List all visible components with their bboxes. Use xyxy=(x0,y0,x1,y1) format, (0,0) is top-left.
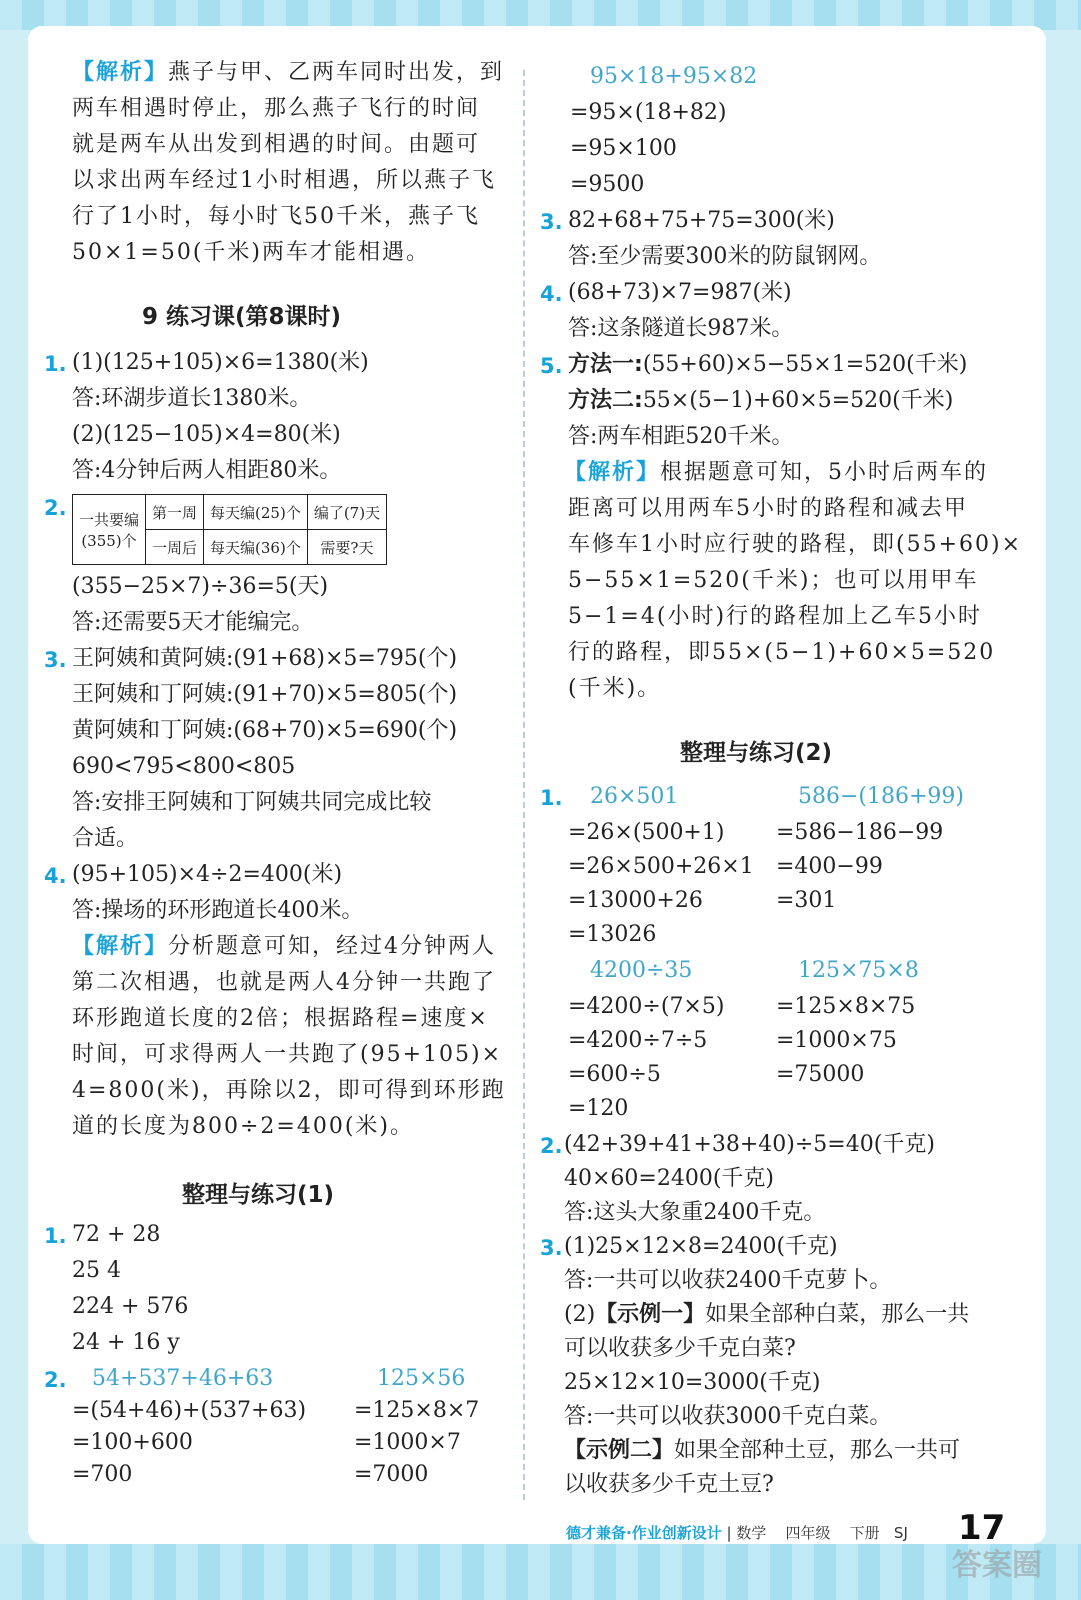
answer-line: 40×60=2400(千克) xyxy=(564,1166,775,1191)
calc-step: =13000+26 xyxy=(568,888,703,913)
calc-step: =9500 xyxy=(570,172,645,197)
question-number: 3. xyxy=(540,210,563,234)
table-cell: 每天编(25)个 xyxy=(204,495,308,530)
answer-line: 答:这头大象重2400千克。 xyxy=(564,1200,826,1225)
answer-line xyxy=(568,348,967,382)
analysis-3-line: 车修车1小时应行驶的路程，即(55+60)× xyxy=(568,532,1023,557)
answer-line: (95+105)×4÷2=400(米) xyxy=(72,862,343,887)
analysis-2-line: 时间，可求得两人一共跑了(95+105)× xyxy=(72,1042,503,1067)
question-number: 2. xyxy=(44,496,67,520)
calc-step: =75000 xyxy=(776,1062,865,1087)
example-text: 如果全部种白菜，那么一共 xyxy=(705,1302,970,1327)
answer-line: 72 + 28 xyxy=(72,1222,161,1247)
analysis-3-line: 行的路程，即55×(5−1)+60×5=520 xyxy=(568,640,996,665)
analysis-tag: 【解析】 xyxy=(72,934,169,959)
calc-step: =26×500+26×1 xyxy=(568,854,754,879)
calc-problem: 4200÷35 xyxy=(590,958,693,983)
calc-step: =95×(18+82) xyxy=(570,100,727,125)
calc-step: =125×8×7 xyxy=(354,1398,480,1423)
answer-line: 25×12×10=3000(千克) xyxy=(564,1370,821,1395)
analysis-1-line: 以求出两车经过1小时相遇，所以燕子飞 xyxy=(72,168,496,193)
calc-step: =100+600 xyxy=(72,1430,193,1455)
answer-line: (355−25×7)÷36=5(天) xyxy=(72,574,329,599)
calc-step: =700 xyxy=(72,1462,133,1487)
answer-line: 答:还需要5天才能编完。 xyxy=(72,610,314,635)
question-number: 2. xyxy=(540,1134,563,1158)
answer-line xyxy=(568,384,953,418)
footer-brand: 德才兼备·作业创新设计 xyxy=(566,1524,722,1542)
table-cell-text: 一共要编 xyxy=(79,510,140,529)
answer-line: 王阿姨和丁阿姨:(91+70)×5=805(个) xyxy=(72,682,458,707)
calc-step: =1000×75 xyxy=(776,1028,897,1053)
answer-line: (1)(125+105)×6=1380(米) xyxy=(72,350,369,375)
answer-line: 82+68+75+75=300(米) xyxy=(568,208,835,233)
analysis-3-line xyxy=(564,456,988,490)
example-tag: 【示例二】 xyxy=(564,1438,675,1463)
analysis-3-line: 距离可以用两车5小时的路程和减去甲 xyxy=(568,496,968,521)
calc-step: =4200÷(7×5) xyxy=(568,994,725,1019)
analysis-3-line: 5−55×1=520(千米)；也可以用甲车 xyxy=(568,568,979,593)
calc-problem: 95×18+95×82 xyxy=(590,64,758,89)
analysis-tag: 【解析】 xyxy=(72,60,169,85)
calc-problem: 125×75×8 xyxy=(798,958,919,983)
answer-line: 答:安排王阿姨和丁阿姨共同完成比较 xyxy=(72,790,432,815)
analysis-text: 根据题意可知，5小时后两车的 xyxy=(660,460,989,485)
question-number: 4. xyxy=(540,282,563,306)
watermark-logo: 答案圈 xyxy=(952,1548,1042,1583)
example-1-line xyxy=(564,1298,969,1332)
section-title-review-2: 整理与练习(2) xyxy=(680,740,833,766)
analysis-1-line: 行了1小时，每小时飞50千米，燕子飞 xyxy=(72,204,480,229)
answer-line: 答:至少需要300米的防鼠钢网。 xyxy=(568,244,882,269)
answer-line: 24 + 16 y xyxy=(72,1330,180,1355)
question-number: 5. xyxy=(540,354,563,378)
answer-line: 答:两车相距520千米。 xyxy=(568,424,794,449)
answer-line: 690<795<800<805 xyxy=(72,754,296,779)
question-number: 3. xyxy=(44,648,67,672)
analysis-2-line: 第二次相遇，也就是两人4分钟一共跑了 xyxy=(72,970,496,995)
analysis-text: 燕子与甲、乙两车同时出发，到 xyxy=(168,60,505,85)
answer-line: 答:4分钟后两人相距80米。 xyxy=(72,458,342,483)
answer-line: (42+39+41+38+40)÷5=40(千克) xyxy=(564,1132,935,1157)
knitting-table xyxy=(72,494,387,565)
question-number: 3. xyxy=(540,1236,563,1260)
section-title-review-1: 整理与练习(1) xyxy=(182,1182,335,1208)
answer-line: 答:环湖步道长1380米。 xyxy=(72,386,312,411)
answer-line: 合适。 xyxy=(72,826,139,851)
footer-volume: 下册 xyxy=(849,1524,880,1542)
footer-edition: SJ xyxy=(893,1524,908,1542)
question-number: 1. xyxy=(44,352,67,376)
analysis-3-line: (千米)。 xyxy=(568,676,662,701)
question-number: 1. xyxy=(44,1224,67,1248)
calc-problem: 125×56 xyxy=(377,1366,466,1391)
example-tag: 【示例一】 xyxy=(595,1302,706,1327)
answer-line: 25 4 xyxy=(72,1258,121,1283)
page-footer: 德才兼备·作业创新设计 | 数学 四年级 下册 SJ xyxy=(566,1524,908,1542)
calc-problem: 54+537+46+63 xyxy=(92,1366,274,1391)
method-text: (55+60)×5−55×1=520(千米) xyxy=(642,352,968,377)
method-tag: 方法一: xyxy=(568,352,643,377)
answer-line: 可以收获多少千克白菜? xyxy=(564,1336,796,1361)
analysis-2-line: 环形跑道长度的2倍；根据路程=速度× xyxy=(72,1006,489,1031)
analysis-tag: 【解析】 xyxy=(564,460,661,485)
analysis-2-line: 道的长度为800÷2=400(米)。 xyxy=(72,1114,415,1139)
answer-line: 224 + 576 xyxy=(72,1294,189,1319)
table-cell-text: (355)个 xyxy=(81,531,137,550)
footer-subject: 数学 xyxy=(736,1524,767,1542)
footer-grade: 四年级 xyxy=(785,1524,831,1542)
calc-step: =301 xyxy=(776,888,837,913)
calc-step: =95×100 xyxy=(570,136,677,161)
table-cell: 第一周 xyxy=(146,495,204,530)
example-2-line xyxy=(564,1434,960,1468)
answer-line: (1)25×12×8=2400(千克) xyxy=(564,1234,838,1259)
calc-step: =400−99 xyxy=(776,854,883,879)
answer-line: 答:这条隧道长987米。 xyxy=(568,316,794,341)
question-number: 1. xyxy=(540,786,563,810)
table-cell: 需要?天 xyxy=(307,530,386,565)
table-cell: 每天编(36)个 xyxy=(204,530,308,565)
analysis-1-line: 两车相遇时停止，那么燕子飞行的时间 xyxy=(72,96,481,121)
analysis-2-line xyxy=(72,930,496,964)
table-cell: 一周后 xyxy=(146,530,204,565)
answer-line: 答:一共可以收获2400千克萝卜。 xyxy=(564,1268,892,1293)
calc-step: =26×(500+1) xyxy=(568,820,725,845)
method-text: 55×(5−1)+60×5=520(千米) xyxy=(642,388,954,413)
page-number: 17 xyxy=(958,1508,1006,1548)
section-title-lesson-9: 9 练习课(第8课时) xyxy=(142,304,342,330)
analysis-1-line: 就是两车从出发到相遇的时间。由题可 xyxy=(72,132,481,157)
calc-step: =125×8×75 xyxy=(776,994,916,1019)
analysis-text: 分析题意可知，经过4分钟两人 xyxy=(168,934,497,959)
example-text: 如果全部种土豆，那么一共可 xyxy=(674,1438,961,1463)
answer-line: 以收获多少千克土豆? xyxy=(564,1472,774,1497)
answer-line: 答:一共可以收获3000千克白菜。 xyxy=(564,1404,892,1429)
calc-step: =586−186−99 xyxy=(776,820,944,845)
table-cell: 编了(7)天 xyxy=(307,495,386,530)
analysis-2-line: 4=800(米)，再除以2，即可得到环形跑 xyxy=(72,1078,506,1103)
answer-line: 黄阿姨和丁阿姨:(68+70)×5=690(个) xyxy=(72,718,458,743)
calc-step: =120 xyxy=(568,1096,629,1121)
question-number: 4. xyxy=(44,864,67,888)
calc-step: =13026 xyxy=(568,922,657,947)
answer-line: (68+73)×7=987(米) xyxy=(568,280,792,305)
calc-problem: 586−(186+99) xyxy=(798,784,965,809)
calc-step: =7000 xyxy=(354,1462,429,1487)
calc-step: =600÷5 xyxy=(568,1062,661,1087)
analysis-1-line: 50×1=50(千米)两车才能相遇。 xyxy=(72,240,431,265)
bottom-wave-border xyxy=(0,1544,1081,1600)
column-divider xyxy=(523,70,525,1500)
calc-step: =(54+46)+(537+63) xyxy=(72,1398,307,1423)
calc-step: =1000×7 xyxy=(354,1430,461,1455)
part-label: (2) xyxy=(564,1302,596,1327)
table-cell-total xyxy=(73,495,146,565)
analysis-1-line xyxy=(72,56,504,90)
calc-problem: 26×501 xyxy=(590,784,679,809)
calc-step: =4200÷7÷5 xyxy=(568,1028,708,1053)
answer-line: 答:操场的环形跑道长400米。 xyxy=(72,898,364,923)
analysis-3-line: 5−1=4(小时)行的路程加上乙车5小时 xyxy=(568,604,983,629)
method-tag: 方法二: xyxy=(568,388,643,413)
answer-line: (2)(125−105)×4=80(米) xyxy=(72,422,341,447)
answer-line: 王阿姨和黄阿姨:(91+68)×5=795(个) xyxy=(72,646,458,671)
question-number: 2. xyxy=(44,1368,67,1392)
